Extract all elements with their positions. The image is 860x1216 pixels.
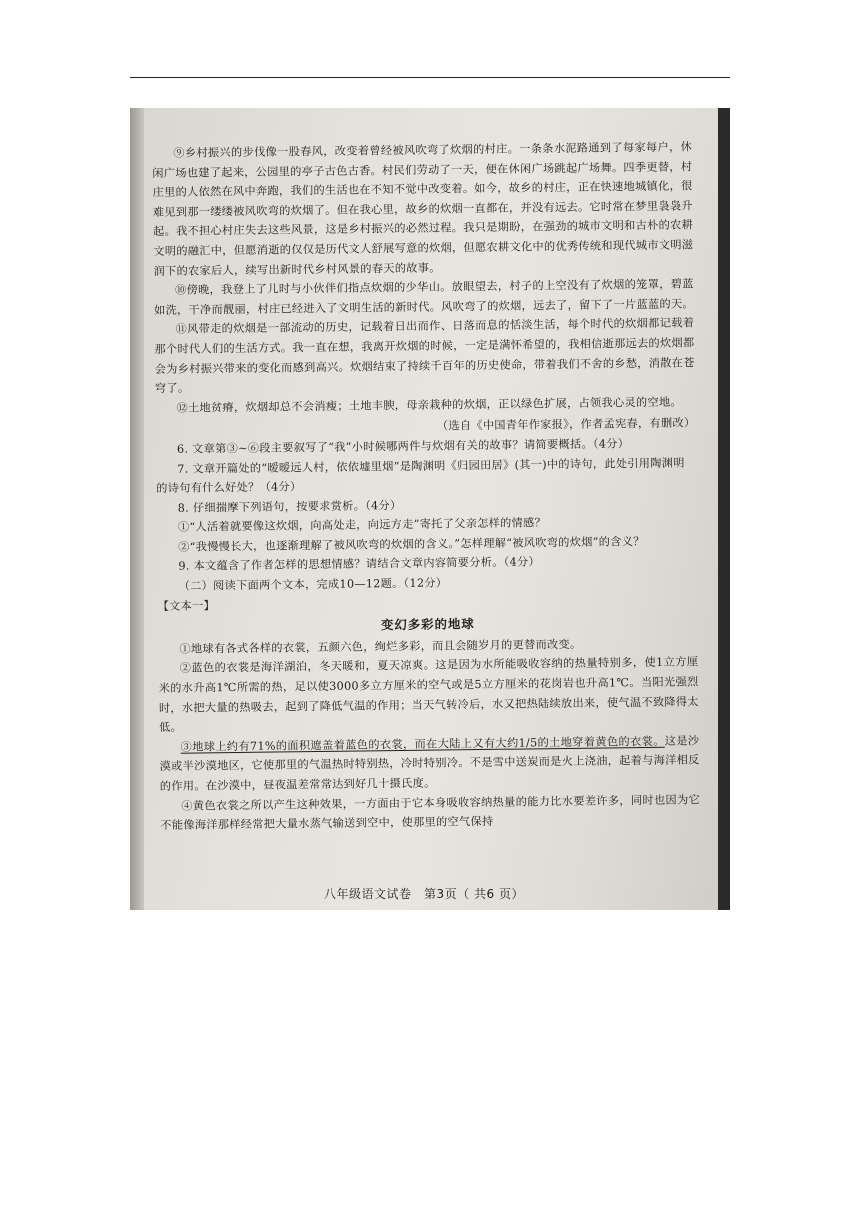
question-8-item-1: ①“人活着就要像这炊烟，向高处走，向远方走”寄托了父亲怎样的情感？ [177, 516, 547, 534]
page-text [152, 137, 700, 835]
article-title: 变幻多彩的地球 [380, 616, 475, 633]
paragraph-9: ⑨乡村振兴的步伐像一股春风，改变着曾经被风吹弯了炊烟的村庄。一条条水泥路通到了每家每户，休闲广场也建了起来，公园里的亭子古色古香。村民们劳动了一天，便在休闲广场跳起广场舞。四季更替，村庄里的人依然在风中奔跑，我们的生活也在不知不觉中改变着。如今，故乡的村庄，正在快速地城镇化，很难见到那一缕缕被风吹弯的炊烟了。但在我心里，故乡的炊烟一直都在，并没有远去。它时常在梦里袅袅升起。我不担心村庄失去这些风景，这是乡村振兴的必然过程。我只是期盼，在强劲的城市文明和古朴的农耕文明的融汇中，但愿消逝的仅仅是历代文人舒展写意的炊烟，但愿农耕文化中的优秀传统和现代城市文明滋润下的农家后人，续写出新时代乡村风景的春天的故事。 [152, 140, 694, 278]
article-paragraph-4: ④黄色衣裳之所以产生这种效果，一方面由于它本身吸收容纳热量的能力比水要差许多，同时也因为它不能像海洋那样经常把大量水蒸气输送到空中，使那里的空气保持 [160, 792, 701, 833]
exam-page-photo [130, 108, 730, 910]
question-8-item-2: ②“我慢慢长大，也逐渐理解了被风吹弯的炊烟的含义。”怎样理解“被风吹弯的炊烟”的含义？ [178, 534, 645, 554]
page-footer: 八年级语文试卷 第3页（ 共6 页） [324, 887, 524, 901]
paragraph-12: ⑫土地贫瘠，炊烟却总不会消瘦；土地丰腴，母亲栽种的炊烟，正以绿色扩展，占领我心灵的空地。 [176, 395, 682, 415]
underlined-sentence: ③地球上约有71%的面积遮盖着蓝色的衣裳，而在大陆上又有大约1/5的土地穿着黄色的衣裳。 [180, 734, 665, 754]
section-2-heading: （二）阅读下面两个文本，完成10—12题。（12分） [178, 576, 448, 593]
article-paragraph-3 [159, 731, 700, 796]
question-7: 7. 文章开篇处的“暧暧远人村，依依墟里烟”是陶渊明《归园田居》(其一)中的诗句，此处引用陶渊明的诗句有什么好处？（4分） [156, 456, 685, 496]
paragraph-11: ⑪风带走的炊烟是一部流动的历史，记载着日出而作、日落而息的恬淡生活，每个时代的炊烟都记载着那个时代人们的生活方式。我一直在想，我离开炊烟的时候，一定是满怀希望的，我相信逝那远去的炊烟都会为乡村振兴带来的变化而感到高兴。炊烟结束了持续千百年的历史使命，带着我们不舍的乡愁，消散在苍穹了。 [154, 316, 695, 396]
source-note: （选自《中国青年作家报》，作者孟宪春，有删改） [436, 416, 696, 433]
question-6: 6. 文章第③~⑥段主要叙写了“我”小时候哪两件与炊烟有关的故事？请简要概括。（4分） [176, 437, 630, 456]
text-one-label: 【文本一】 [157, 598, 216, 613]
article-paragraph-3-rest: 这是沙漠或半沙漠地区，它使那里的气温热时特别热，冷时特别冷。不是雪中送炭而是火上浇油，起着与海洋相反的作用。在沙漠中，昼夜温差常常达到好几十摄氏度。 [159, 734, 700, 793]
question-9: 9. 本文蕴含了作者怎样的思想情感？请结合文章内容简要分析。（4分） [178, 555, 541, 574]
article-paragraph-2: ②蓝色的衣裳是海洋湖泊，冬天暖和，夏天凉爽。这是因为水所能吸收容纳的热量特别多，使1立方厘米的水升高1℃所需的热，足以使3000多立方厘米的空气或是5立方厘米的花岗岩也升高1℃。当阳光强烈时，水把大量的热吸去，起到了降低气温的作用；当天气转冷后，水又把热陆续放出来，使气温不致降得太低。 [158, 655, 699, 735]
paragraph-10: ⑩傍晚，我登上了儿时与小伙伴们指点炊烟的少华山。放眼望去，村子的上空没有了炊烟的笼罩，碧蓝如洗，干净而靓丽，村庄已经进入了文明生活的新时代。风吹弯了的炊烟，远去了，留下了一片蓝蓝的天。 [153, 277, 694, 317]
top-rule [130, 77, 730, 78]
question-8: 8. 仔细揣摩下列语句，按要求赏析。（4分） [177, 498, 402, 515]
article-paragraph-1: ①地球有各式各样的衣裳，五颜六色，绚烂多彩，而且会随岁月的更替而改变。 [179, 637, 582, 656]
